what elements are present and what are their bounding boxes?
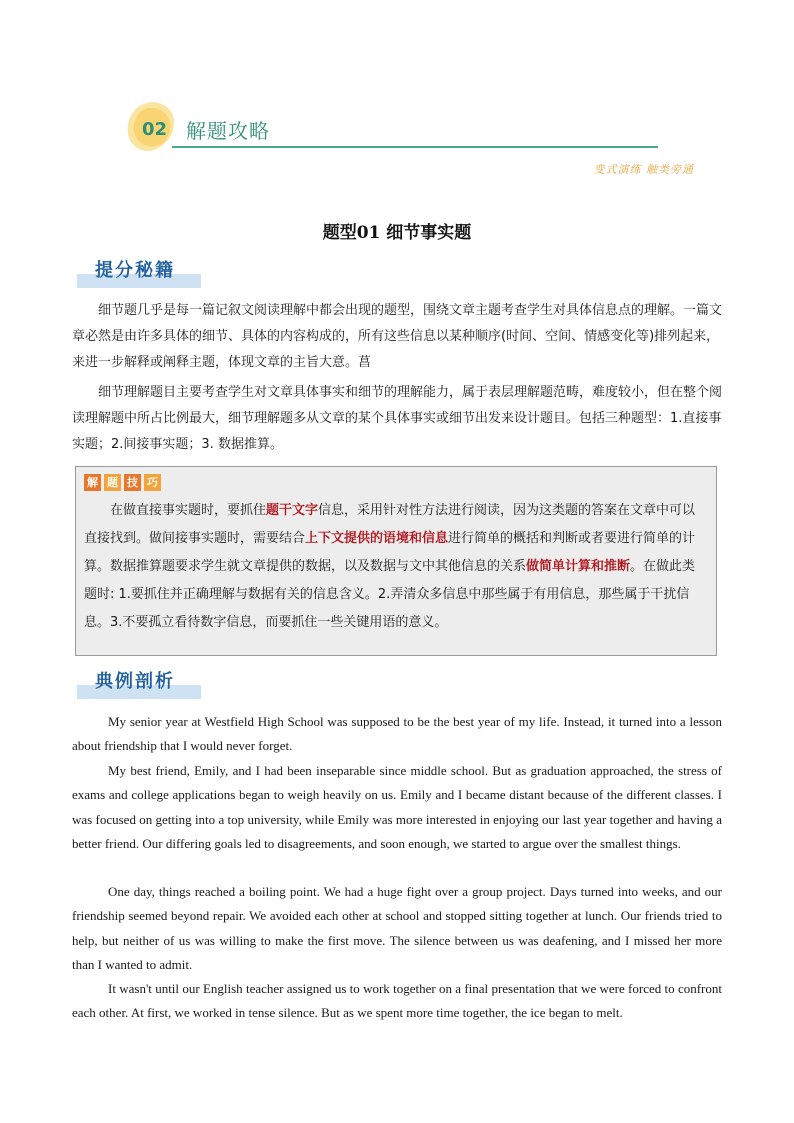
section-divider bbox=[172, 146, 658, 148]
tips-tag-char: 技 bbox=[124, 474, 141, 491]
tips-box bbox=[75, 466, 717, 656]
section-number: 02 bbox=[142, 119, 168, 140]
section-slogan: 变式演练 触类旁通 bbox=[593, 163, 694, 176]
tips-highlight: 题干文字 bbox=[266, 503, 319, 518]
tips-highlight: 上下文提供的语境和信息 bbox=[305, 531, 449, 546]
intro-paragraph-1: 细节题几乎是每一篇记叙文阅读理解中都会出现的题型，围绕文章主题考查学生对具体信息点的理解。一篇文章必然是由许多具体的细节、具体的内容构成的，所有这些信息以某种顺序(时间、空间、情感变化等)排列起来，来进一步解释或阐释主题，体现文章的主旨大意。菖 bbox=[72, 303, 723, 370]
intro-paragraph-2: 细节理解题目主要考查学生对文章具体事实和细节的理解能力，属于表层理解题范畴，难度较小，但在整个阅读理解题中所占比例最大，细节理解题多从文章的某个具体事实或细节出发来设计题目。包括三种题型：1.直接事实题；2.间接事实题；3. 数据推算。 bbox=[72, 385, 723, 452]
tips-text bbox=[84, 497, 708, 637]
tips-text-part: 。在做此类题时: 1.要抓住并正确理解与数据有关的信息含义。2.弄清众多信息中那些属于有用信息，那些属于干扰信息。3.不要孤立看待数字信息，而要抓住一些关键用语的意义。 bbox=[84, 559, 696, 630]
banner-label: 提分秘籍 bbox=[95, 260, 175, 281]
passage-paragraph-1: My senior year at Westfield High School was supposed to be the best year of my life. Instead, it turned into a lesson about friendship that I would never forget. bbox=[72, 714, 722, 754]
passage-paragraph-3: One day, things reached a boiling point. We had a huge fight over a group project. Days turned into weeks, and our friendship seemed beyond repair. We avoided each other at school and stopped sitting together at lunch. Our friends tried to help, but neither of us was willing to make the first move. The silence between us was deafening, and I missed her more than I wanted to admit. bbox=[72, 884, 722, 972]
banner-tips-secrets bbox=[77, 256, 201, 288]
question-type-title: 题型01 细节事实题 bbox=[322, 223, 472, 243]
section-title: 解题攻略 bbox=[186, 119, 270, 143]
passage-paragraph-4: It wasn't until our English teacher assigned us to work together on a final presentation that we were forced to confront each other. At first, we worked in tense silence. But as we spent more time together, the ice began to melt. bbox=[72, 981, 722, 1021]
tips-tag-char: 解 bbox=[84, 474, 101, 491]
banner-example-analysis bbox=[77, 667, 201, 699]
tips-text-part: 在做直接事实题时，要抓住 bbox=[110, 503, 267, 518]
tips-text-part: 进行简单的概括和判断或者要进行简单的计算。数据推算题要求学生就文章提供的数据，以及数据与文中其他信息的关系 bbox=[84, 531, 696, 574]
tips-tag bbox=[84, 474, 161, 491]
banner-label: 典例剖析 bbox=[95, 671, 175, 692]
tips-highlight: 做简单计算和推断 bbox=[526, 559, 631, 574]
passage-paragraph-2: My best friend, Emily, and I had been inseparable since middle school. But as graduation approached, the stress of exams and college applications began to weigh heavily on us. Emily and I became distant because of the different classes. I was focused on getting into a top university, while Emily was more interested in enjoying our last year together and having a better friend. Our differing goals led to disagreements, and soon enough, we started to argue over the smallest things. bbox=[72, 763, 722, 851]
tips-tag-char: 巧 bbox=[144, 474, 161, 491]
tips-text-part: 信息，采用针对性方法进行阅读，因为这类题的答案在文章中可以直接找到。做间接事实题时，需要结合 bbox=[84, 503, 696, 546]
tips-tag-char: 题 bbox=[104, 474, 121, 491]
